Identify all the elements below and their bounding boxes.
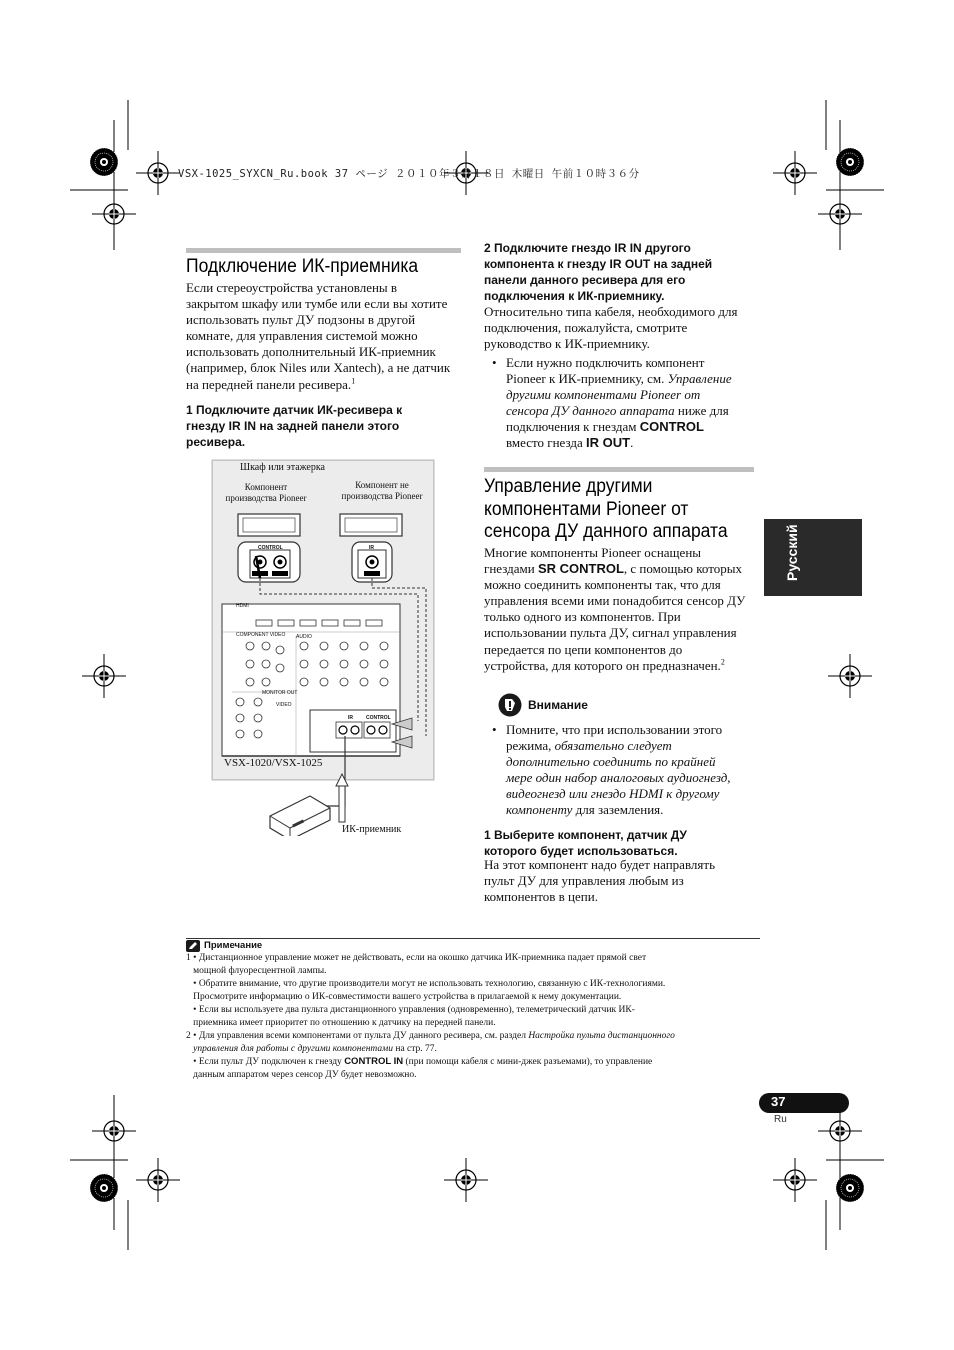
ir-intro-paragraph: Если стереоустройства установлены в закрытом шкафу или тумбе или если вы хотите использовать пульт ДУ подзоны в другой комнате, для управления системой можно использовать дополнительный ИК-приемник (например, блок Niles или Xantech), а не датчик на передней панели ресивера.$^1$ [186, 280, 451, 392]
cabinet-label: Шкаф или этажерка [240, 462, 325, 473]
ir-receiver-label: ИК-приемник [342, 824, 402, 835]
non-pioneer-ir-label: IR [369, 545, 374, 551]
bullet-dot-icon: • [492, 355, 497, 370]
non-pioneer-component [340, 514, 402, 536]
receiver-back-panel [222, 604, 412, 756]
pioneer-control-label: CONTROL [258, 545, 283, 551]
receiver-ir-label: IR [348, 715, 353, 721]
caution-title: Внимание [528, 698, 588, 712]
note-pencil-icon [186, 940, 200, 952]
section-heading-ir-receiver: Подключение ИК-приемника [186, 256, 419, 277]
section-rule-left [186, 248, 461, 253]
step-1-connect-ir-in: 1 Подключите датчик ИК-ресивера к гнезду IR IN на задней панели этого ресивера. [186, 403, 403, 449]
step-2-text: Относительно типа кабеля, необходимого для подключения, пожалуйста, смотрите руководство к ИК-приемнику. [484, 304, 738, 352]
page-number: 37 [771, 1094, 786, 1109]
connection-diagram-drawing [200, 456, 460, 836]
audio-label: AUDIO [296, 634, 312, 640]
section-rule-right [484, 467, 754, 472]
caution-icon [498, 693, 522, 717]
bullet-pioneer-connection: • Если нужно подключить компонент Pioneer к ИК-приемнику, см. Управление другими компонентами Pioneer от сенсора ДУ данного аппарата ниже для подключения к гнездам CONTROL вместо гнезда IR OUT. [492, 355, 732, 451]
language-side-tab [764, 519, 862, 596]
step-select-component: 1 Выберите компонент, датчик ДУ которого будет использоваться. [484, 828, 687, 858]
receiver-control-label: CONTROL [366, 715, 391, 721]
sr-control-paragraph: Многие компоненты Pioneer оснащены гнездами SR CONTROL, с помощью которых можно соединить компоненты так, что для управления всеми ими понадобится сенсор ДУ только одного из компонентов. При использовании пульта ДУ, сигнал управления передается по цепи компонентов до устройства, для которого он предназначен.$^2$ [484, 545, 746, 673]
pioneer-component [238, 514, 300, 536]
component-video-label: COMPONENT VIDEO [236, 632, 286, 638]
footnote-title: Примечание [204, 940, 263, 951]
hdmi-label: HDMI [236, 603, 249, 609]
model-label: VSX-1020/VSX-1025 [224, 757, 323, 769]
section-heading-control-pioneer: Управление другими компонентами Pioneer от сенсора ДУ данного аппарата [484, 476, 728, 542]
language-side-tab-label: Русский [784, 524, 800, 581]
footnote-rule [186, 938, 760, 939]
caution-bullet: • Помните, что при использовании этого режима, обязательно следует дополнительно соединить по крайней мере один набор аналоговых аудиогнезд, видеогнезд или гнездо HDMI к другому компоненту для заземления. [492, 722, 731, 818]
step-2-connect-ir-out: 2 Подключите гнездо IR IN другого компонента к гнезду IR OUT на задней панели данного ресивера для его подключения к ИК-приемнику. [484, 241, 713, 303]
non-pioneer-component-label: Компонент не производства Pioneer [341, 480, 423, 501]
print-header: VSX-1025_SYXCN_Ru.book 37 ページ ２０１０年３月１８日 木曜日 午前１０時３６分 [178, 168, 640, 180]
page-language: Ru [774, 1114, 787, 1125]
step-select-component-text: На этот компонент надо будет направлять пульт ДУ для управления любым из компонентов в цепи. [484, 857, 715, 905]
pioneer-component-label: Компонент производства Pioneer [225, 482, 307, 503]
video-label: VIDEO [276, 702, 292, 708]
bullet-dot-icon: • [492, 722, 497, 737]
monitor-out-label: MONITOR OUT [262, 690, 298, 696]
ir-receiver-device [270, 796, 330, 836]
